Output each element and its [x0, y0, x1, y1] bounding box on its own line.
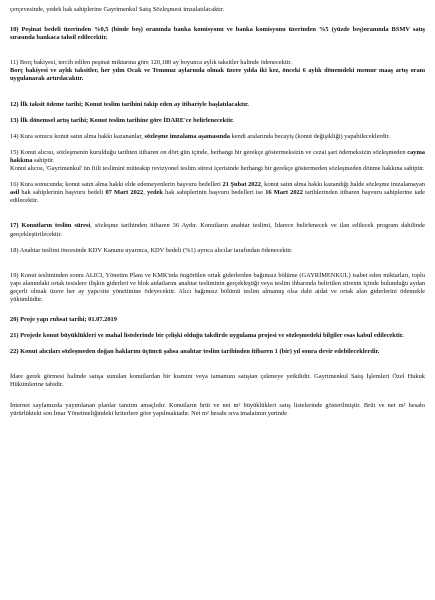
item-15-tail: sahiptir. — [32, 156, 55, 164]
item-21-paragraph — [10, 332, 425, 340]
item-14-tail: kendi aralarında becayiş (konut değişikliği) yapabileceklerdir. — [230, 132, 390, 140]
item-22-text: 22) Konut alıcıları sözleşmeden doğan haklarını üçüncü şahsa anahtar teslim tarihinden itibaren 1 (bir) yıl sonra devir edebileceklerdir. — [10, 348, 380, 356]
item-16-tail: tarihlerinden itibaren başvuru sahiplerine iade edilecektir. — [10, 189, 425, 205]
item-15-bold: cayma hakkına — [10, 148, 425, 164]
item-16-mid3: , — [143, 189, 147, 197]
item-17-paragraph — [10, 222, 425, 238]
item-15-lead: 15) Konut alıcısı, sözleşmenin kurulduğu tarihten itibaren on dört gün içinde, herhangi bir gerekçe göstermeksizin ve cezai şart ödemeksizin sözleşmeden — [10, 148, 408, 156]
item-21-text: 21) Projede konut büyüklükleri ve mahal listelerinde bir çelişki olduğu takdirde uygulama projesi ve sözleşmedeki bilgiler esas kabul edilecektir. — [10, 332, 404, 340]
item-16-mid1: , konut satın alma hakkı kazandığı halde sözleşme imzalamayan — [260, 181, 425, 189]
idare-paragraph: İdare gerek görmesi halinde satışa sunulan konutlardan bir kısmını veya tamamını satıştan çekmeye yetkilidir. Gayrimenkul Satış İşlemleri Özel Hukuk Hükümlerine tabidir. — [10, 373, 425, 389]
item-14-lead: 14) Kura sonucu konut satın alma hakkı kazananlar, — [10, 132, 145, 140]
item-16-asil: asil — [10, 189, 20, 197]
item-11-lead: 11) Borç bakiyesi, tercih edilen peşinat miktarına göre 120,180 ay boyunca aylık taksitler halinde ödenecektir. — [10, 59, 292, 67]
item-16-mid4: hak sahiplerinin başvuru bedelleri ise — [162, 189, 266, 197]
item-12-paragraph — [10, 101, 425, 109]
item-16-mid2: hak sahiplerinin başvuru bedeli — [19, 189, 106, 197]
item-16-date3: 16 Mart 2022 — [265, 189, 303, 197]
item-15-line2: Konut alıcısı, 'Gayrimenkul' ün fiili teslimini müteakip revizyonel teslim süresi içerisinde herhangi bir gerekçe göstermeden sözleşmeden dönme hakkına sahiptir. — [10, 165, 425, 173]
item-20-paragraph — [10, 316, 425, 324]
item-12-text: 12) İlk taksit ödeme tarihi; Konut teslim tarihini takip eden ay itibariyle başlatılacaktır. — [10, 100, 249, 108]
item-17-tail: , sözleşme tarihinden itibaren 36 Aydır. Konutların anahtar teslimi, İdarece belirlenecek ve ilan edilecek program dahilinde gerçekleştirilecektir. — [10, 222, 426, 238]
item-11-bold: Borç bakiyesi ve aylık taksitler, her yılın Ocak ve Temmuz aylarında olmak üzere yılda iki kez, önceki 6 aylık dönemdeki memur maaş artış oranı uygulanarak artırılacaktır. — [10, 67, 425, 83]
item-16-yedek: yedek — [146, 189, 163, 197]
item-16-paragraph — [10, 181, 425, 205]
item-17-bold: 17) Konutların teslim süresi — [10, 222, 91, 230]
item-14-bold: sözleşme imzalama aşamasında — [144, 132, 230, 140]
item-10-text: 10) Peşinat bedeli üzerinden %0,5 (binde beş) oranında banka komisyonu ve banka komisyonu üzerinden %5 (yüzde beş)oranında BSMV satış sırasında bankaca tahsil edilecektir. — [10, 26, 425, 42]
item-16-lead: 16) Kura sonucunda; konut satın alma hakkı elde edemeyenlerin başvuru bedelleri — [10, 181, 223, 189]
item-10-paragraph — [10, 26, 425, 42]
item-13-text: 13) İlk dönemsel artış tarihi; Konut teslim tarihine göre İDARE'ce belirlenecektir. — [10, 116, 234, 124]
item-16-date1: 21 Şubat 2022 — [222, 181, 261, 189]
item-16-date2: 07 Mart 2022 — [105, 189, 144, 197]
item-18-paragraph: 18) Anahtar teslimi öncesinde KDV Kanunu uyarınca, KDV bedeli (%1) ayrıca alıcılar tarafından ödenecektir. — [10, 246, 293, 254]
intro-paragraph: çerçevesinde, yedek hak sahiplerine Gayrimenkul Satış Sözleşmesi imzalatılacaktır. — [10, 6, 225, 13]
item-15-paragraph — [10, 149, 425, 173]
item-11-paragraph — [10, 59, 425, 83]
item-13-paragraph — [10, 117, 425, 125]
item-19-paragraph: 19) Konut tesliminden sonra ALICI, Yönetim Planı ve KMK'nda öngörülen ortak giderlerden bağımsız bölüme (GAYRİMENKUL) isabet eden miktarları, toplu yapı alanındaki ortak tesislere ilişkin giderleri ve blok aidatlarını anahtar tesliminin gerçekleştiği veya teslim ihbarında belirtilen sürenin içinde bulunduğu aydan geçerli olmak üzere her ay yapı/site yönetimine ödeyecektir. Alıcı bağımsız bölümü teslim almamış olsa dahi aidat ve ortak alan giderlerini ödemekle yükümlüdür. — [10, 271, 425, 303]
item-20-text: 20) Proje yapı ruhsat tarihi; 01.07.2019 — [10, 316, 117, 324]
internet-paragraph: İnternet sayfamızda yayımlanan planlar tanıtım amaçlıdır. Konutların brüt ve net m² büyüklükleri satış listelerinde gösterilmiştir. Brüt ve net m² hesabı yürürlükteki son İmar Yönetmeliğindeki kriterlere göre yapılmaktadır. Net m² hesabı sıva imalatının yerinde — [10, 401, 425, 417]
item-22-paragraph — [10, 348, 425, 356]
item-14-paragraph — [10, 133, 425, 141]
